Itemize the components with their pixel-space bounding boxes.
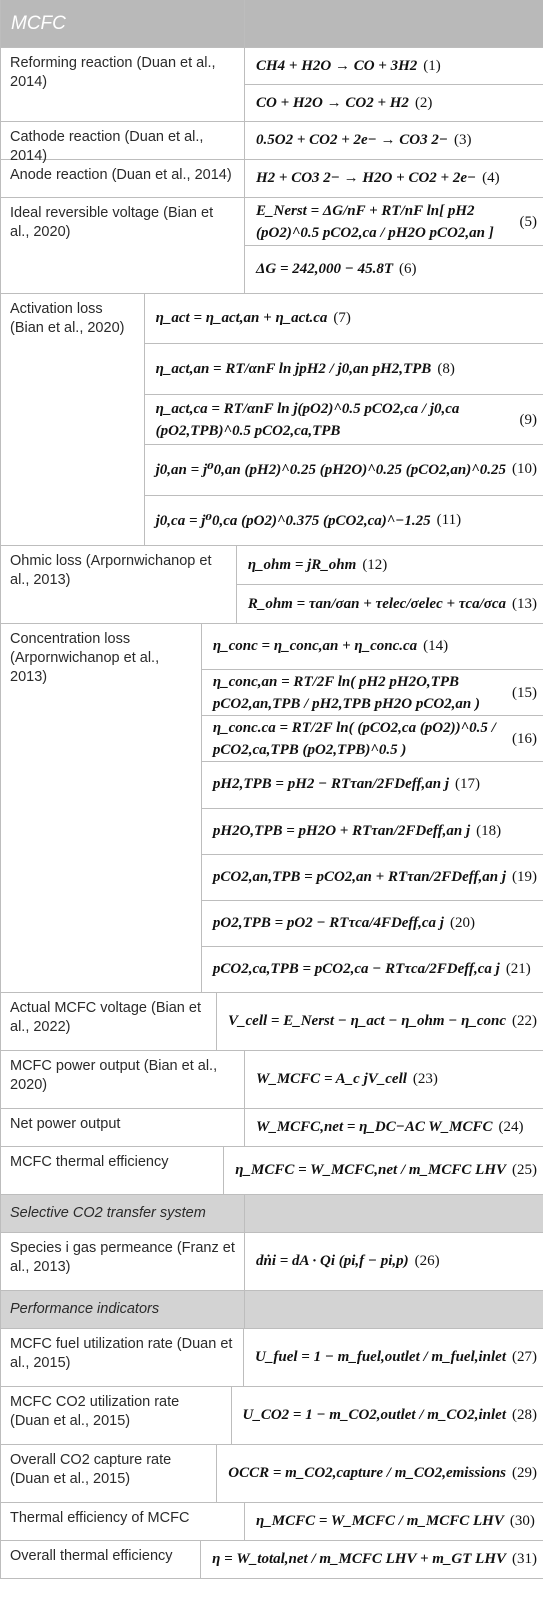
equation [245,246,543,293]
equation [202,947,543,992]
equation-cell [245,160,543,197]
equation-text: η_MCFC = W_MCFC / m_MCFC LHV [256,1513,504,1529]
equation-text: η_act,an = RT/αnF ln jpH2 / j0,an pH2,TPB [155,360,432,377]
equation [145,445,543,495]
equation-text: j0,ca = j⁰0,ca (pO2)^0.375 (pCO2,ca)^−1.25 [155,512,431,529]
equation [245,160,543,197]
row-label: Concentration loss (Arpornwichanop et al., 2013) [1,624,202,992]
equation-cell [224,1147,543,1194]
equation [202,716,543,762]
row-label: Overall thermal efficiency [1,1541,201,1578]
equation-text: dṅi = dA · Qi (pi,f − pi,p) [256,1253,409,1269]
equation [201,1541,543,1578]
equation-cell [237,546,543,623]
equation-number: (1) [423,57,441,74]
equation [232,1387,544,1444]
equation-number: (13) [512,595,537,612]
table-row [0,198,543,294]
equation [145,395,543,445]
equation-text: pO2,TPB = pO2 − RTτca/4FDeff,ca j [212,914,444,931]
table-row [0,1147,543,1195]
equation-text: η_MCFC = W_MCFC,net / m_MCFC LHV [235,1162,506,1178]
equation-number: (24) [498,1119,524,1135]
equation-text: R_ohm = τan/σan + τelec/σelec + τca/σca [247,595,506,612]
equation-cell [145,294,543,545]
equation-number: (3) [453,132,472,148]
row-label: Ideal reversible voltage (Bian et al., 2020) [1,198,245,293]
equation-number: (11) [436,511,462,528]
equation-text: CH4 + H2O → CO + 3H2 [256,57,418,74]
equation-cell [245,122,543,159]
equation-cell [217,1445,543,1502]
equation-number: (10) [512,461,537,478]
equation [202,809,543,855]
row-label: MCFC thermal efficiency [1,1147,224,1194]
table-row [0,1387,543,1445]
equation-number: (6) [399,261,417,277]
equation [237,585,543,623]
equation-number: (25) [512,1162,537,1178]
equation-number: (27) [512,1349,537,1365]
row-label: MCFC CO2 utilization rate (Duan et al., 2015) [1,1387,232,1444]
equation-number: (28) [512,1407,537,1423]
equation-text: E_Nerst = ΔG/nF + RT/nF ln[ pH2 (pO2)^0.5 pCO2,ca / pH2O pCO2,an ] [256,202,494,241]
equation-text: pCO2,ca,TPB = pCO2,ca − RTτca/2FDeff,ca j [212,960,500,977]
table-row [0,1051,543,1109]
equation [237,546,543,585]
section-header-row [0,1291,543,1329]
equation [202,670,543,716]
equation-text: pCO2,an,TPB = pCO2,an + RTτan/2FDeff,an j [212,868,506,885]
equation [202,901,543,947]
equation [217,1445,543,1502]
equation-text: V_cell = E_Nerst − η_act − η_ohm − η_conc [228,1013,506,1029]
equation-number: (2) [414,94,433,111]
equation-text: W_MCFC = A_c jV_cell [256,1071,407,1087]
table-row [0,294,543,546]
table-row [0,1503,543,1541]
equation [224,1147,543,1194]
equation-number: (16) [512,730,537,747]
equation-number: (8) [437,360,455,377]
equation [244,1329,543,1386]
equation-text: pH2O,TPB = pH2O + RTτan/2FDeff,an j [212,822,471,839]
equation [245,85,543,121]
equation-text: pH2,TPB = pH2 − RTτan/2FDeff,an j [212,776,450,793]
equation-cell [245,198,543,293]
row-label: Overall CO2 capture rate (Duan et al., 2015) [1,1445,217,1502]
table-row [0,1109,543,1147]
equation-number: (17) [455,776,481,793]
equation [202,762,543,808]
row-label: Thermal efficiency of MCFC [1,1503,245,1540]
equation-number: (7) [333,310,351,327]
table-row [0,48,543,122]
table-row [0,1445,543,1503]
equation-cell [245,1051,543,1108]
equation-number: (22) [512,1013,537,1029]
table-row [0,1329,543,1387]
equation [245,48,543,85]
equation-number: (19) [512,868,537,885]
equation-text: H2 + CO3 2− → H2O + CO2 + 2e− [256,170,477,186]
equation-cell [202,624,543,992]
equation-text: η_conc,an = RT/2F ln( pH2 pH2O,TPB pCO2,an,TPB / pH2,TPB pH2O pCO2,an ) [212,673,481,712]
equation-text: U_fuel = 1 − m_fuel,outlet / m_fuel,inlet [255,1349,506,1365]
table-row [0,1541,543,1579]
equation [245,198,543,246]
equation-cell [245,48,543,121]
equation-text: 0.5O2 + CO2 + 2e− → CO3 2− [256,132,448,148]
section-title: Selective CO2 transfer system [1,1195,245,1232]
row-label: MCFC fuel utilization rate (Duan et al., 2015) [1,1329,244,1386]
table-row [0,993,543,1051]
row-label: Net power output [1,1109,245,1146]
equation-text: W_MCFC,net = η_DC−AC W_MCFC [256,1119,493,1135]
equation-text: OCCR = m_CO2,capture / m_CO2,emissions [228,1465,506,1481]
equation [217,993,543,1050]
row-label: Species i gas permeance (Franz et al., 2013) [1,1233,245,1290]
equation-text: ΔG = 242,000 − 45.8T [256,261,394,277]
equation-number: (9) [519,411,537,428]
equation-text: CO + H2O → CO2 + H2 [256,94,409,111]
equation-number: (14) [423,638,449,655]
table-row [0,1233,543,1291]
equation-number: (31) [512,1551,537,1567]
equation [245,1233,543,1290]
section-header-row [0,1195,543,1233]
equation-number: (12) [362,556,388,573]
equation-text: η_act = η_act,an + η_act.ca [155,310,328,327]
equation-number: (4) [482,170,500,186]
row-label: Reforming reaction (Duan et al., 2014) [1,48,245,121]
table-row [0,624,543,993]
equation [145,294,543,344]
equation-text: j0,an = j⁰0,an (pH2)^0.25 (pH2O)^0.25 (pCO2,an)^0.25 [155,462,506,479]
row-label: Activation loss (Bian et al., 2020) [1,294,145,545]
equation-cell [245,1195,543,1232]
equation [202,855,543,901]
equation-cell [232,1387,544,1444]
equation [245,1109,543,1146]
equation-cell [245,1109,543,1146]
equation [202,624,543,670]
equation-number: (26) [414,1253,440,1269]
equation [245,122,543,159]
row-label: Cathode reaction (Duan et al., 2014) [1,122,245,159]
section-header-row [0,0,543,48]
equation-text: η_conc.ca = RT/2F ln( (pCO2,ca (pO2))^0.5 / pCO2,ca,TPB (pO2,TPB)^0.5 ) [212,719,496,758]
equation-number: (18) [476,822,502,839]
equation-number: (21) [505,960,531,977]
equation-text: U_CO2 = 1 − m_CO2,outlet / m_CO2,inlet [242,1407,506,1423]
row-label: Actual MCFC voltage (Bian et al., 2022) [1,993,217,1050]
row-label: Ohmic loss (Arpornwichanop et al., 2013) [1,546,237,623]
equation-number: (29) [512,1465,537,1481]
equation [145,344,543,394]
equation-text: η = W_total,net / m_MCFC LHV + m_GT LHV [212,1551,506,1567]
table-row [0,160,543,198]
section-title: MCFC [1,0,245,47]
equation-cell [244,1329,543,1386]
table-row [0,546,543,624]
table-row [0,122,543,164]
equation-cell [245,0,543,47]
equation-cell [201,1541,543,1578]
equation-number: (15) [512,684,537,701]
equation-text: η_ohm = jR_ohm [247,556,357,573]
equation-number: (20) [449,914,475,931]
equation [145,496,543,545]
row-label: Anode reaction (Duan et al., 2014) [1,160,245,197]
section-title: Performance indicators [1,1291,245,1328]
equation-cell [245,1233,543,1290]
equation-number: (30) [509,1513,535,1529]
equation-cell [217,993,543,1050]
equation-text: η_act,ca = RT/αnF ln j(pO2)^0.5 pCO2,ca / j0,ca (pO2,TPB)^0.5 pCO2,ca,TPB [155,400,460,439]
equation [245,1051,543,1108]
equation-cell [245,1503,543,1540]
equation-text: η_conc = η_conc,an + η_conc.ca [212,638,418,655]
equation-number: (23) [412,1071,438,1087]
row-label: MCFC power output (Bian et al., 2020) [1,1051,245,1108]
equation-number: (5) [519,213,537,230]
equation [245,1503,543,1540]
equation-cell [245,1291,543,1328]
